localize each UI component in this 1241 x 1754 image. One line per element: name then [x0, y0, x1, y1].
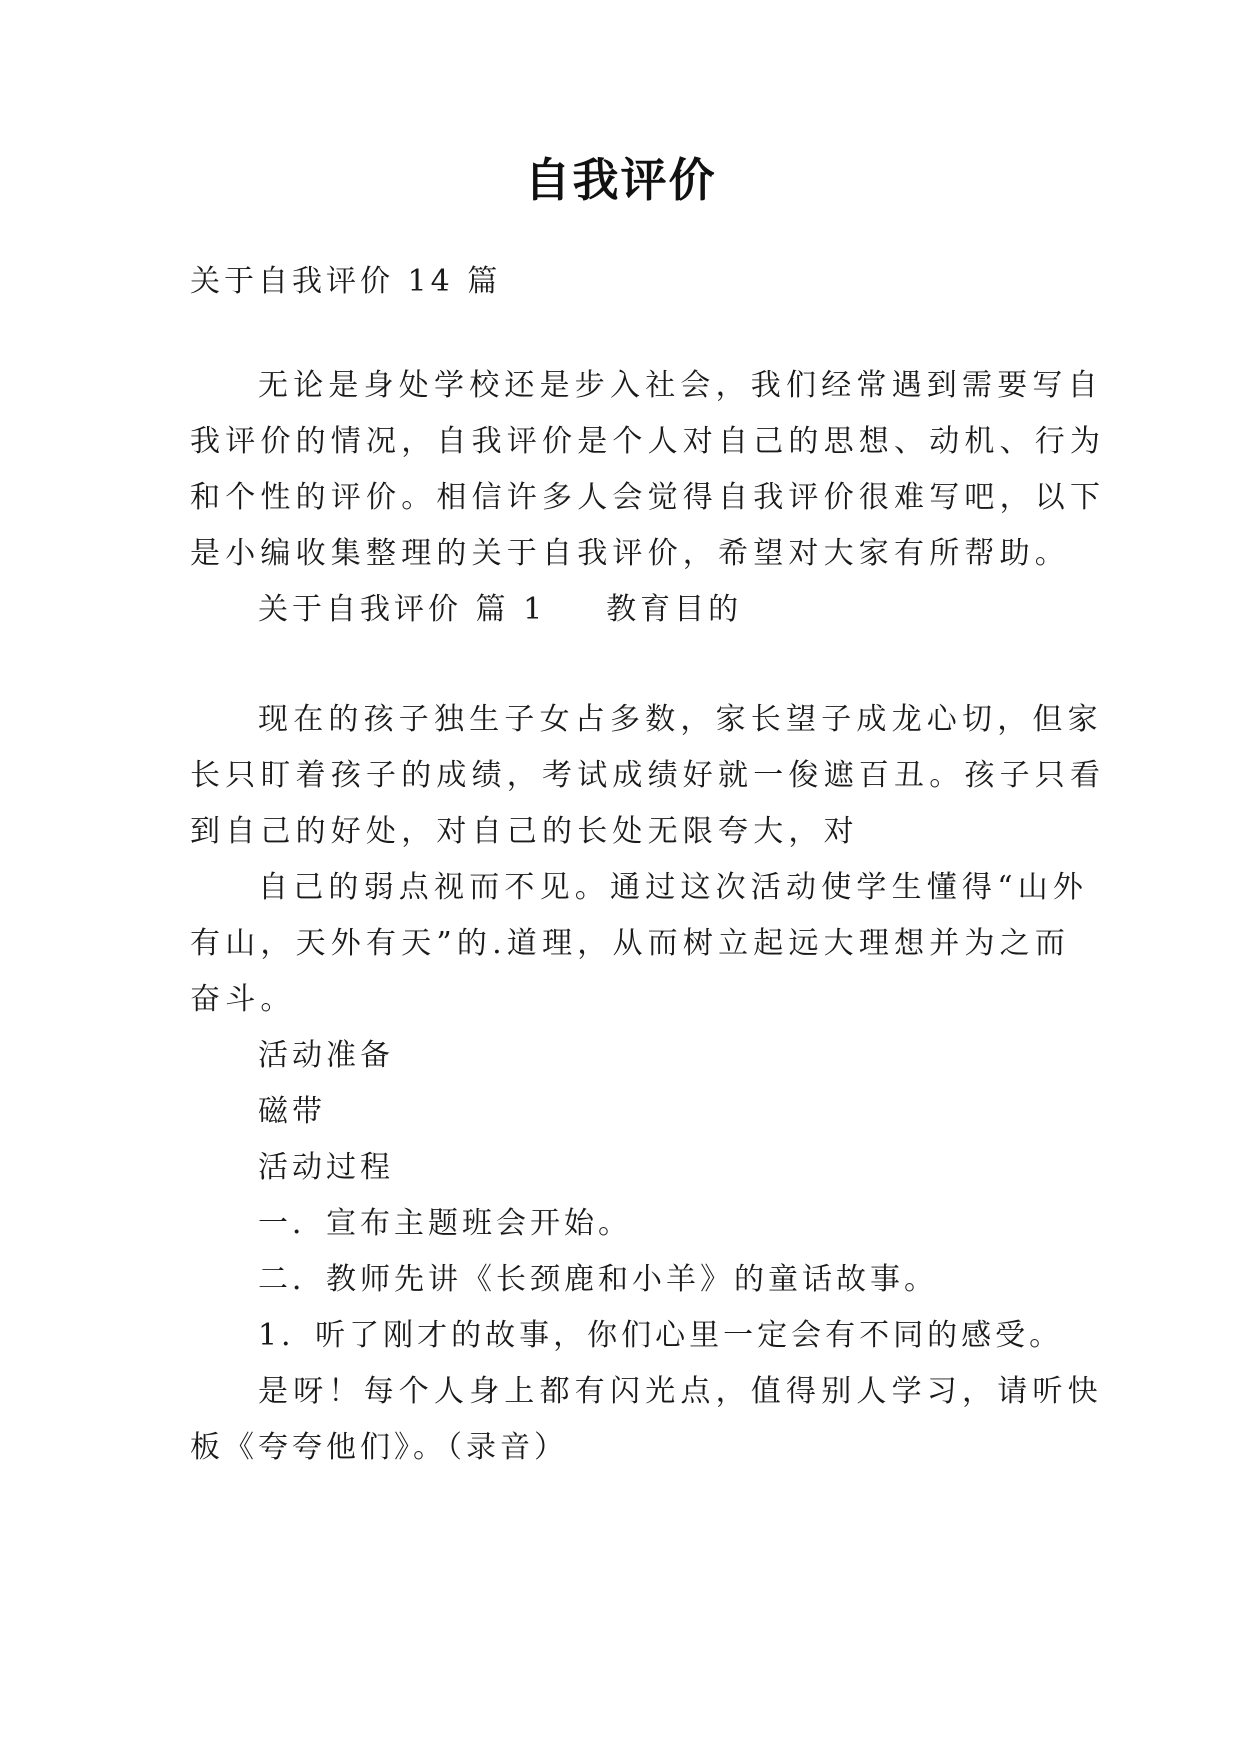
closing-line: 是呀！每个人身上都有闪光点，值得别人学习，请听快: [258, 1374, 1103, 1409]
section-topic: 教育目的: [606, 592, 743, 627]
process-step: 一．宣布主题班会开始。: [258, 1206, 632, 1241]
process-step: 二．教师先讲《长颈鹿和小羊》的童话故事。: [258, 1262, 938, 1297]
intro-line: 无论是身处学校还是步入社会，我们经常遇到需要写自: [258, 368, 1103, 403]
goal-cont-line: 有山，天外有天”的.道理，从而树立起远大理想并为之而: [190, 926, 1071, 961]
goal-line: 现在的孩子独生子女占多数，家长望子成龙心切，但家: [258, 702, 1103, 737]
goal-cont-line: 奋斗。: [190, 982, 296, 1017]
page-title: 自我评价: [524, 153, 717, 207]
intro-line: 和个性的评价。相信许多人会觉得自我评价很难写吧，以下: [190, 480, 1106, 515]
intro-line: 是小编收集整理的关于自我评价，希望对大家有所帮助。: [190, 536, 1070, 571]
goal-line: 长只盯着孩子的成绩，考试成绩好就一俊遮百丑。孩子只看: [190, 758, 1106, 793]
prep-item: 磁带: [258, 1094, 326, 1129]
intro-line: 我评价的情况，自我评价是个人对自己的思想、动机、行为: [190, 424, 1106, 459]
closing-line: 板《夸夸他们》。（录音）: [190, 1430, 568, 1465]
section-heading-row: [258, 590, 742, 630]
goal-line: 到自己的好处，对自己的长处无限夸大，对: [190, 814, 859, 849]
document-subtitle: 关于自我评价 14 篇: [190, 264, 502, 299]
goal-cont-line: 自己的弱点视而不见。通过这次活动使学生懂得“山外: [258, 870, 1089, 905]
prep-heading: 活动准备: [258, 1038, 394, 1073]
process-heading: 活动过程: [258, 1150, 394, 1185]
section-heading: 关于自我评价 篇 1: [258, 592, 547, 627]
process-step: 1．听了刚才的故事，你们心里一定会有不同的感受。: [258, 1318, 1064, 1353]
